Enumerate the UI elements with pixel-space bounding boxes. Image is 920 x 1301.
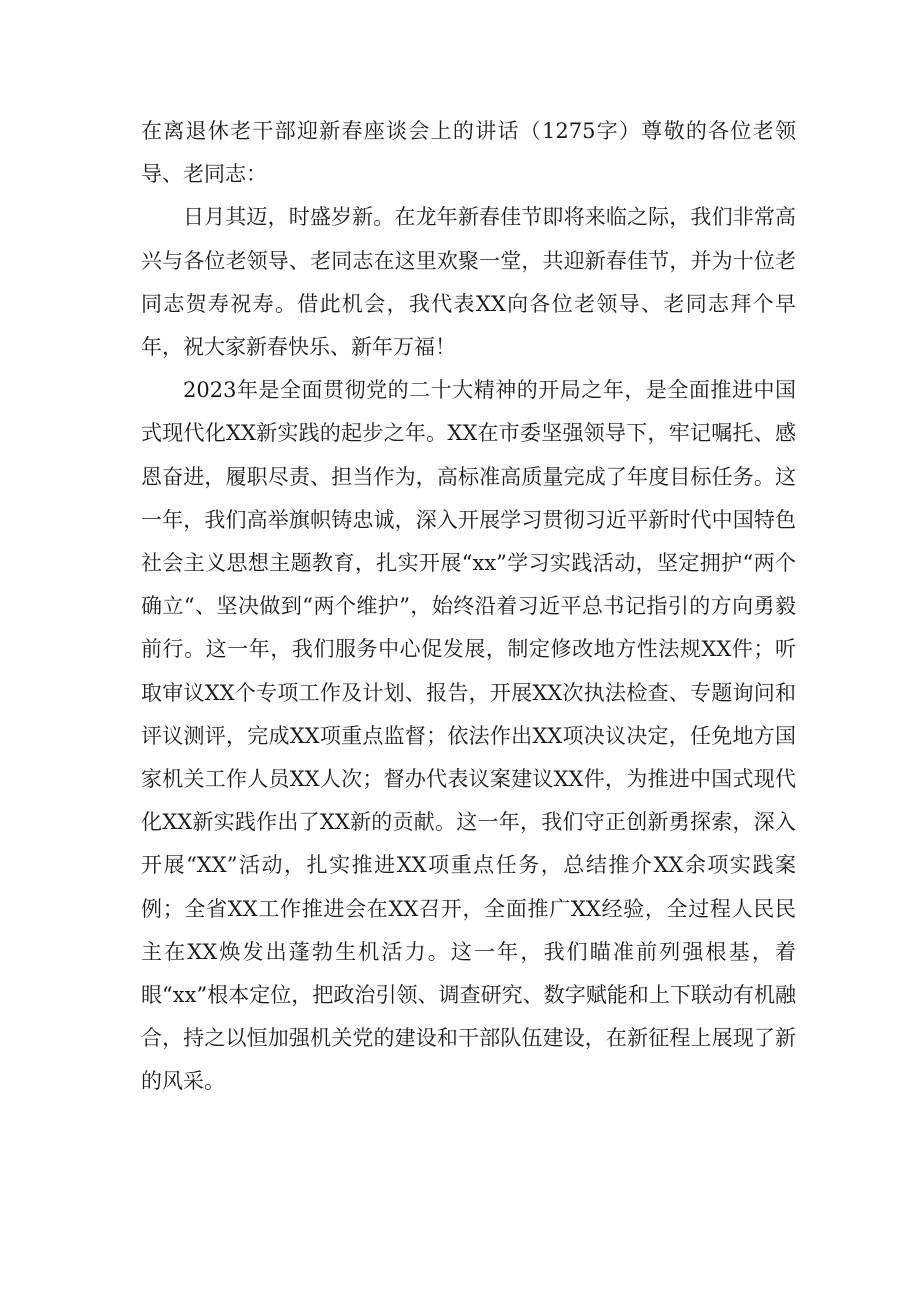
document-body <box>141 110 796 1104</box>
paragraph-2023-review: 2023年是全面贯彻党的二十大精神的开局之年，是全面推进中国式现代化XX新实践的起步之年。XX在市委坚强领导下，牢记嘱托、感恩奋进，履职尽责、担当作为，高标准高质量完成了年度目标任务。这一年，我们高举旗帜铸忠诚，深入开展学习贯彻习近平新时代中国特色社会主义思想主题教育，扎实开展“xx”学习实践活动，坚定拥护“两个确立“、坚决做到“两个维护”，始终沿着习近平总书记指引的方向勇毅前行。这一年，我们服务中心促发展，制定修改地方性法规XX件；听取审议XX个专项工作及计划、报告，开展XX次执法检查、专题询问和评议测评，完成XX项重点监督；依法作出XX项决议决定，任免地方国家机关工作人员XX人次；督办代表议案建议XX件，为推进中国式现代化XX新实践作出了XX新的贡献。这一年，我们守正创新勇探索，深入开展“XX”活动，扎实推进XX项重点任务，总结推介XX余项实践案例；全省XX工作推进会在XX召开，全面推广XX经验，全过程人民民主在XX焕发出蓬勃生机活力。这一年，我们瞄准前列强根基，着眼“xx”根本定位，把政治引领、调查研究、数字赋能和上下联动有机融合，持之以恒加强机关党的建设和干部队伍建设，在新征程上展现了新的风采。 <box>141 378 796 1094</box>
paragraph-greeting: 日月其迈，时盛岁新。在龙年新春佳节即将来临之际，我们非常高兴与各位老领导、老同志在这里欢聚一堂，共迎新春佳节，并为十位老同志贺寿祝寿。借此机会，我代表XX向各位老领导、老同志拜个早年，祝大家新春快乐、新年万福！ <box>141 205 796 360</box>
speech-title-salutation: 在离退休老干部迎新春座谈会上的讲话（1275字）尊敬的各位老领导、老同志： <box>141 119 796 187</box>
